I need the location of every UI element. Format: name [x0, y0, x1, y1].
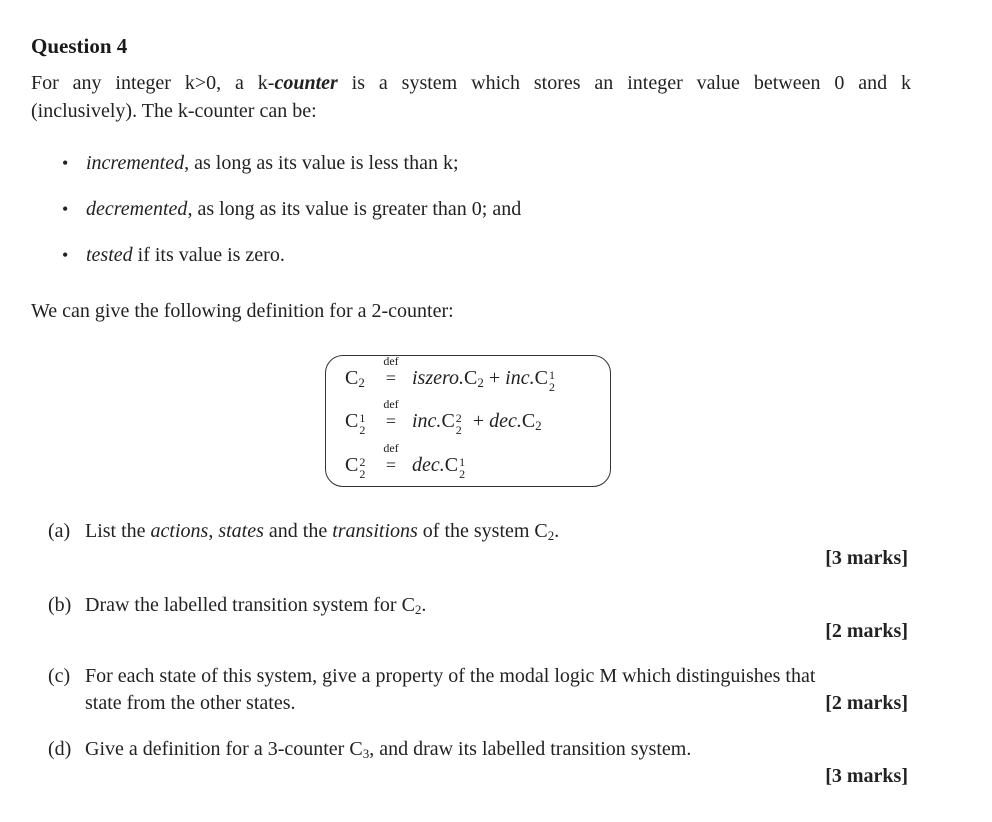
marks-b: [2 marks]	[825, 620, 908, 642]
def-equals-symbol: def =	[383, 441, 399, 475]
bullet-icon: •	[62, 199, 69, 219]
list-item: • tested if its value is zero.	[62, 244, 285, 266]
marks-d: [3 marks]	[825, 765, 908, 787]
bullet-icon: •	[62, 245, 69, 265]
def-equals-symbol: def =	[383, 354, 399, 388]
bullet-icon: •	[62, 153, 69, 173]
intro-line-2: (inclusively). The k-counter can be:	[31, 100, 317, 122]
intro-paragraph	[31, 69, 911, 125]
definition-line-2: C 1 2 def = inc.C 2 2 + $dec.C_2$	[345, 397, 542, 437]
marks-c: [2 marks]	[825, 692, 908, 714]
question-c-line-2: state from the other states.	[85, 692, 296, 714]
intro-line-1: For any integer k>0, a k-counter is a system which stores an integer value between 0 and k	[31, 72, 911, 94]
marks-a: [3 marks]	[825, 547, 908, 569]
list-item: • decremented, as long as its value is greater than 0; and	[62, 198, 522, 220]
definition-line-3: C 2 2 def = dec.C 1 2	[345, 441, 466, 481]
definition-lead-text: We can give the following definition for a 2-counter:	[31, 300, 454, 322]
definition-line-1: $C_2$ def = $iszero.C_2 + inc.C$ 1 2	[345, 354, 555, 394]
question-c: (c) For each state of this system, give a property of the modal logic M which distinguishes that	[48, 665, 816, 687]
question-b: (b) Draw the labelled transition system for $C_2$.	[48, 594, 427, 617]
question-d: (d) Give a definition for a 3-counter $C_3$, and draw its labelled transition system.	[48, 738, 692, 761]
def-equals-symbol: def =	[383, 397, 399, 431]
list-item: • incremented, as long as its value is less than k;	[62, 152, 459, 174]
question-title: Question 4	[31, 34, 128, 58]
counter-term: counter	[274, 72, 338, 94]
question-a: (a) List the actions, states and the transitions of the system $C_2$.	[48, 520, 560, 543]
